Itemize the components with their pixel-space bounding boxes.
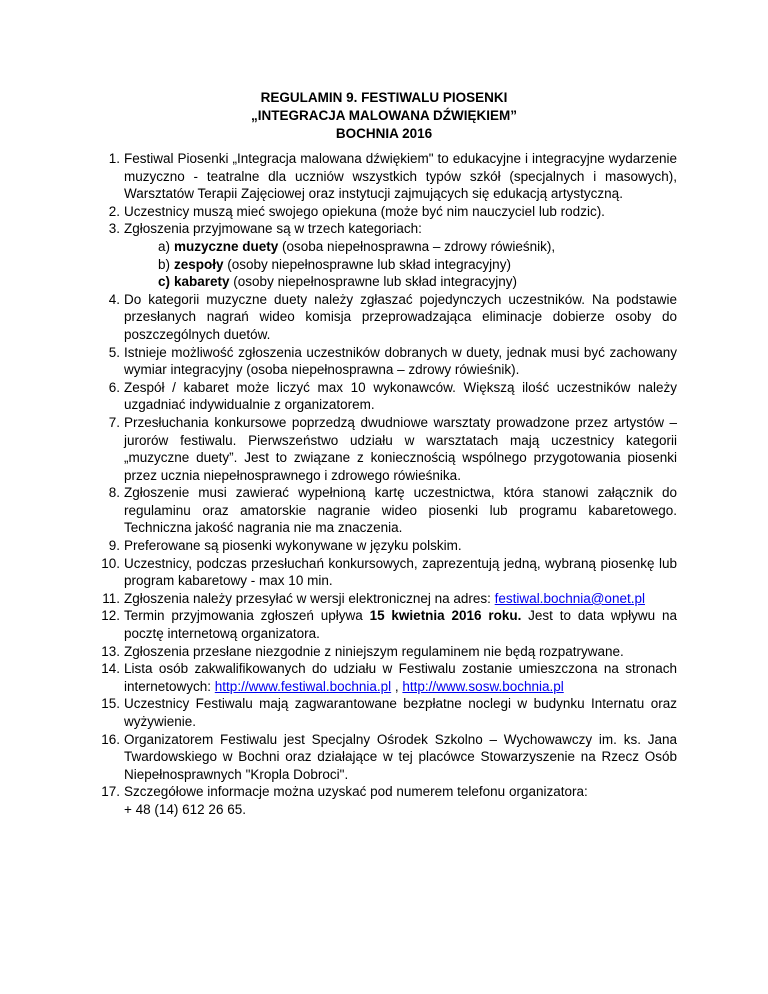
- rule-number: 9.: [108, 538, 120, 554]
- category-list: [124, 238, 677, 291]
- rule-number: 7.: [108, 414, 120, 430]
- title-line-1: REGULAMIN 9. FESTIWALU PIOSENKI: [260, 90, 508, 105]
- rule-number: 14.: [101, 661, 120, 677]
- rule-text-after: Jest to data wpływu na pocztę internetową organizatora.: [124, 608, 677, 642]
- rule-12: [101, 607, 677, 642]
- rule-text: Termin przyjmowania zgłoszeń upływa: [124, 608, 370, 624]
- rule-number: 1.: [108, 151, 120, 166]
- rule-11: [102, 590, 677, 608]
- rule-text: Zgłoszenia przyjmowane są w trzech kategoriach:: [124, 221, 422, 237]
- rule-17: [101, 783, 677, 818]
- rule-number: 17.: [101, 784, 120, 800]
- rule-text: Preferowane są piosenki wykonywane w języku polskim.: [124, 538, 462, 554]
- rule-text: Zgłoszenia przesłane niezgodnie z niniejszym regulaminem nie będą rozpatrywane.: [124, 643, 624, 659]
- document-title: [0, 89, 768, 143]
- subitem-label: a): [157, 238, 170, 254]
- rule-text: Szczegółowe informacje można uzyskać pod numerem telefonu organizatora:: [124, 784, 588, 800]
- rule-7: [108, 414, 677, 484]
- rule-number: 4.: [108, 291, 120, 307]
- deadline-date: 15 kwietnia 2016 roku.: [369, 608, 522, 624]
- category-description: (osoby niepełnosprawne lub skład integracyjny): [229, 274, 517, 290]
- rule-text: Do kategorii muzyczne duety należy zgłaszać pojedynczych uczestników. Na podstawie przesłanych nagrań wideo komisja przeprowadzająca eliminacje dobierze osoby do poszczególnych duetów.: [124, 291, 677, 342]
- rule-number: 10.: [101, 555, 120, 571]
- rule-number: 8.: [108, 485, 120, 501]
- festival-website-link[interactable]: http://www.festiwal.bochnia.pl: [214, 678, 392, 694]
- rule-6: [108, 379, 677, 414]
- rule-text: Istnieje możliwość zgłoszenia uczestników dobranych w duety, jednak musi być zachowany wymiar integracyjny (osoba niepełnosprawna – zdrowy rówieśnik).: [124, 344, 677, 378]
- category-name: muzyczne duety: [174, 238, 279, 254]
- rule-9: [108, 537, 677, 555]
- rule-number: 15.: [101, 696, 120, 712]
- rule-text: Uczestnicy muszą mieć swojego opiekuna (może być nim nauczyciel lub rodzic).: [124, 203, 605, 219]
- rule-text: Zespół / kabaret może liczyć max 10 wykonawców. Większą ilość uczestników należy uzgadniać indywidualnie z organizatorem.: [124, 379, 677, 413]
- link-separator: ,: [391, 678, 403, 694]
- rule-13: [101, 643, 677, 661]
- rule-number: 16.: [101, 731, 120, 747]
- rule-text: Organizatorem Festiwalu jest Specjalny Ośrodek Szkolno – Wychowawczy im. ks. Jana Twardowskiego w Bochni oraz działające w tej placówce Stowarzyszenie na Rzecz Osób Niepełnosprawnych "Kropla Dobroci".: [124, 731, 677, 782]
- rule-5: [108, 344, 677, 379]
- rule-10: [101, 555, 677, 590]
- rule-number: 2.: [108, 203, 120, 219]
- rule-number: 5.: [108, 344, 120, 360]
- rule-number: 13.: [101, 643, 120, 659]
- rule-text: Festiwal Piosenki „Integracja malowana dźwiękiem" to edukacyjne i integracyjne wydarzenie muzyczno - teatralne dla uczniów wszystkich typów szkół (specjalnych i masowych), Warsztatów Terapii Zajęciowej oraz instytucji zajmujących się edukacją artystyczną.: [124, 151, 677, 202]
- category-name: kabarety: [174, 274, 230, 290]
- rule-16: [101, 731, 677, 784]
- category-description: (osoby niepełnosprawne lub skład integracyjny): [223, 256, 511, 272]
- rule-4: [108, 291, 677, 344]
- rule-2: [108, 203, 677, 221]
- category-description: (osoba niepełnosprawna – zdrowy rówieśnik),: [278, 238, 556, 254]
- rule-14: [101, 660, 677, 695]
- title-line-3: BOCHNIA 2016: [335, 126, 433, 141]
- rule-text: Uczestnicy, podczas przesłuchań konkursowych, zaprezentują jedną, wybraną piosenkę lub program kabaretowy - max 10 min.: [124, 555, 677, 589]
- rule-1: [108, 150, 677, 203]
- subitem-label: c): [157, 274, 170, 290]
- rules-list: [101, 150, 677, 819]
- rule-text: Lista osób zakwalifikowanych do udziału w Festiwalu zostanie umieszczona na stronach internetowych:: [124, 661, 677, 694]
- subitem-label: b): [157, 256, 170, 272]
- category-name: zespoły: [174, 256, 224, 272]
- rule-8: [108, 484, 677, 537]
- rule-3: [108, 220, 677, 290]
- category-item-b: [157, 256, 677, 274]
- rule-text: Zgłoszenia należy przesyłać w wersji elektronicznej na adres:: [124, 590, 495, 606]
- rule-text: Zgłoszenie musi zawierać wypełnioną kartę uczestnictwa, która stanowi załącznik do regulaminu oraz amatorskie nagranie wideo piosenki lub programu kabaretowego. Techniczna jakość nagrania nie ma znaczenia.: [124, 485, 677, 536]
- rule-number: 3.: [108, 221, 120, 237]
- school-website-link[interactable]: http://www.sosw.bochnia.pl: [402, 678, 564, 694]
- rule-number: 6.: [108, 379, 120, 395]
- title-line-2: „INTEGRACJA MALOWANA DŹWIĘKIEM”: [251, 108, 517, 123]
- rule-text: Uczestnicy Festiwalu mają zagwarantowane bezpłatne noclegi w budynku Internatu oraz wyżywienie.: [124, 696, 677, 729]
- category-item-c: [157, 273, 677, 291]
- email-link[interactable]: festiwal.bochnia@onet.pl: [494, 590, 645, 606]
- phone-number: + 48 (14) 612 26 65.: [124, 801, 246, 817]
- rule-number: 11.: [102, 590, 120, 606]
- rule-text: Przesłuchania konkursowe poprzedzą dwudniowe warsztaty prowadzone przez artystów – jurorów festiwalu. Pierwszeństwo udziału w warsztatach mają uczestnicy kategorii „muzyczne duety”. Jest to związane z koniecznością wspólnego przygotowania piosenki przez ucznia niepełnosprawnego i zdrowego rówieśnika.: [124, 414, 677, 483]
- category-item-a: [157, 238, 677, 256]
- rule-15: [101, 695, 677, 730]
- rule-number: 12.: [101, 608, 120, 624]
